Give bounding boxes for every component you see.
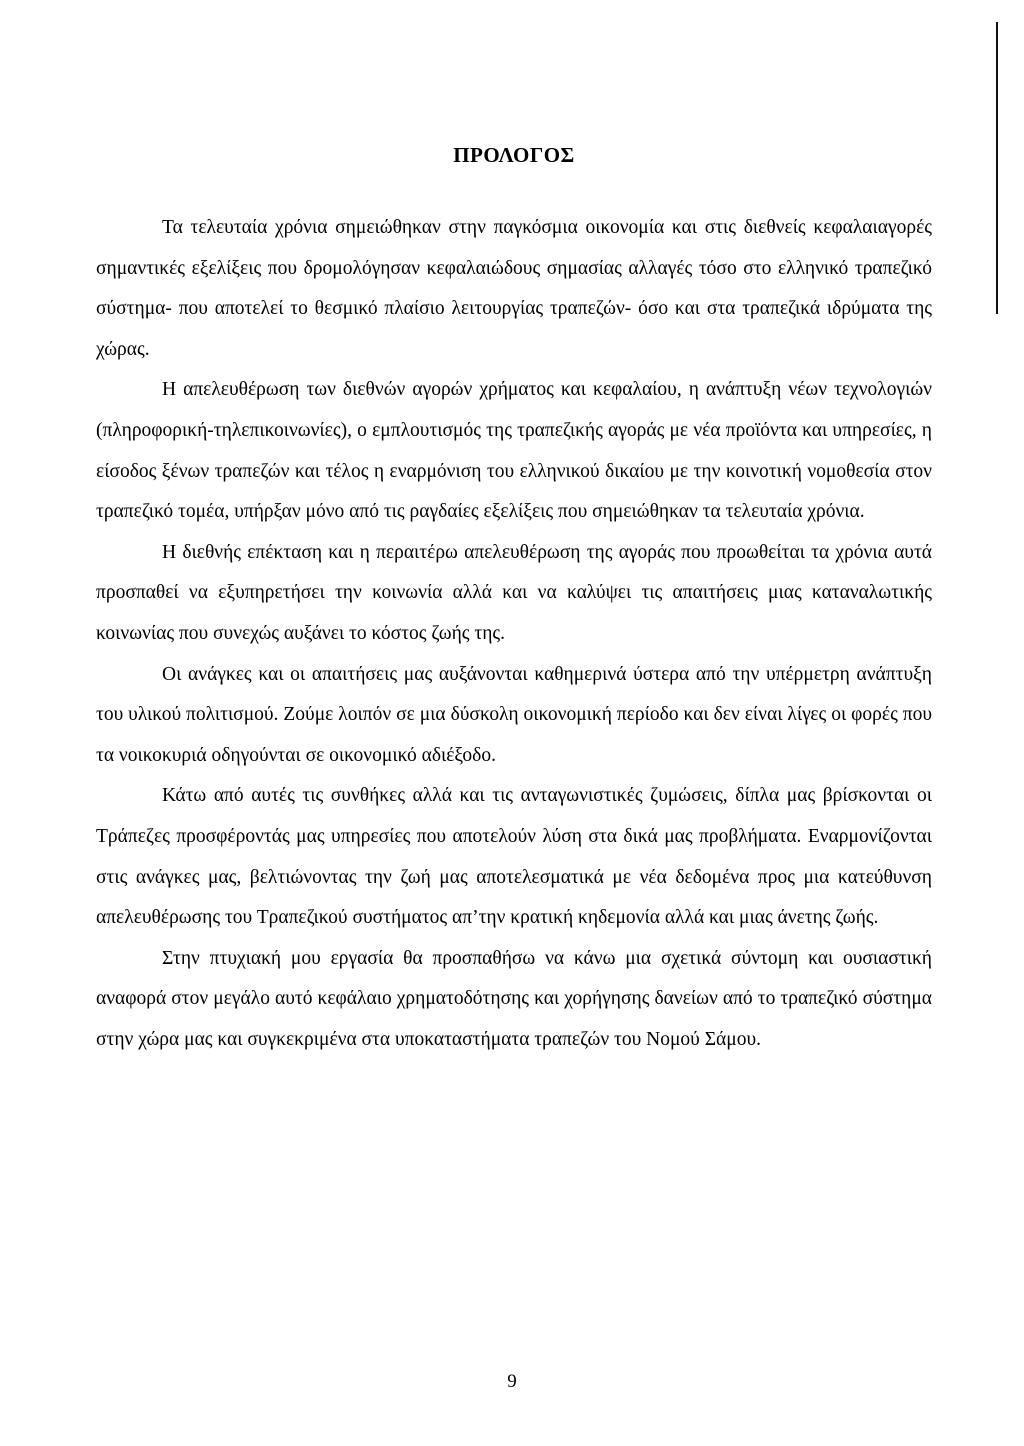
document-page <box>96 128 932 1060</box>
paragraph-2: Η απελευθέρωση των διεθνών αγορών χρήματος και κεφαλαίου, η ανάπτυξη νέων τεχνολογιών (πληροφορική-τηλεπικοινωνίες), ο εμπλουτισμός της τραπεζικής αγοράς με νέα προϊόντα και υπηρεσίες, η είσοδος ξένων τραπεζών και τέλος η εναρμόνιση του ελληνικού δικαίου με την κοινοτική νομοθεσία στον τραπεζικό τομέα, υπήρξαν μόνο από τις ραγδαίες εξελίξεις που σημειώθηκαν τα τελευταία χρόνια. <box>96 379 932 523</box>
paragraph-4: Οι ανάγκες και οι απαιτήσεις μας αυξάνονται καθημερινά ύστερα από την υπέρμετρη ανάπτυξη του υλικού πολιτισμού. Ζούμε λοιπόν σε μια δύσκολη οικονομική περίοδο και δεν είναι λίγες οι φορές που τα νοικοκυριά οδηγούνται σε οικονομικό αδιέξοδο. <box>96 663 932 766</box>
paragraph-1: Τα τελευταία χρόνια σημειώθηκαν στην παγκόσμια οικονομία και στις διεθνείς κεφαλαιαγορές σημαντικές εξελίξεις που δρομολόγησαν κεφαλαιώδους σημασίας αλλαγές τόσο στο ελληνικό τραπεζικό σύστημα- που αποτελεί το θεσμικό πλαίσιο λειτουργίας τραπεζών- όσο και στα τραπεζικά ιδρύματα της χώρας. <box>96 217 932 360</box>
paragraph-3: Η διεθνής επέκταση και η περαιτέρω απελευθέρωση της αγοράς που προωθείται τα χρόνια αυτά προσπαθεί να εξυπηρετήσει την κοινωνία αλλά και να καλύψει τις απαιτήσεις μιας καταναλωτικής κοινωνίας που συνεχώς αυξάνει το κόστος ζωής της. <box>96 541 932 644</box>
scan-edge-line <box>996 22 998 314</box>
paragraph-5: Κάτω από αυτές τις συνθήκες αλλά και τις ανταγωνιστικές ζυμώσεις, δίπλα μας βρίσκονται οι Τράπεζες προσφέροντάς μας υπηρεσίες που αποτελούν λύση στα δικά μας προβλήματα. Εναρμονίζονται στις ανάγκες μας, βελτιώνοντας την ζωή μας αποτελεσματικά με νέα δεδομένα προς μια κατεύθυνση απελευθέρωσης του Τραπεζικού συστήματος απ’την κρατική κηδεμονία αλλά και μιας άνετης ζωής. <box>96 785 932 929</box>
page-number: 9 <box>507 1371 517 1392</box>
page-title: ΠΡΟΛΟΓΟΣ <box>453 143 575 167</box>
paragraph-6: Στην πτυχιακή μου εργασία θα προσπαθήσω να κάνω μια σχετικά σύντομη και ουσιαστική αναφορά στον μεγάλο αυτό κεφάλαιο χρηματοδότησης και χορήγησης δανείων από το τραπεζικό σύστημα στην χώρα μας και συγκεκριμένα στα υποκαταστήματα τραπεζών του Νομού Σάμου. <box>96 947 932 1050</box>
